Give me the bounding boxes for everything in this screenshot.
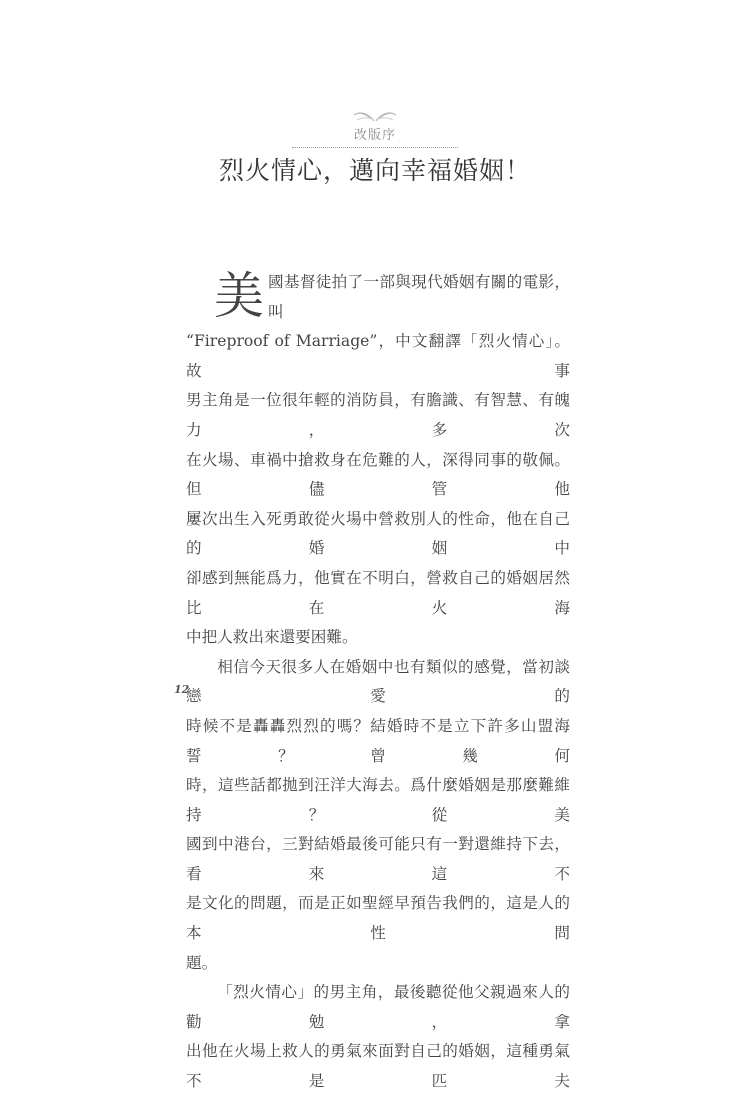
- body-line: 出他在火場上救人的勇氣來面對自己的婚姻，這種勇氣不是匹夫: [186, 1042, 570, 1091]
- body-line: 國基督徒拍了一部與現代婚姻有關的電影，叫: [268, 273, 570, 321]
- body-line: 時，這些話都拋到汪洋大海去。爲什麼婚姻是那麼難維持？從美: [186, 776, 570, 824]
- body-line: 在火場、車禍中搶救身在危難的人，深得同事的敬佩。但儘管他: [186, 450, 570, 499]
- body-line: 題。: [186, 953, 218, 972]
- drop-cap: 美: [214, 267, 264, 325]
- chapter-title: 烈火情心，邁向幸福婚姻！: [218, 156, 531, 185]
- flourish-ornament-icon: [352, 109, 398, 123]
- body-line: 國到中港台，三對結婚最後可能只有一對還維持下去，看來這不: [186, 835, 570, 883]
- body-line: “Fireproof of Marriage”，中文翻譯「烈火情心」。故事: [186, 332, 570, 380]
- body-line: 是文化的問題，而是正如聖經早預告我們的，這是人的本性問: [186, 894, 570, 943]
- body-line: 卻感到無能爲力，他實在不明白，營救自己的婚姻居然比在火海: [186, 568, 570, 617]
- body-line: 「烈火情心」的男主角，最後聽從他父親過來人的勸勉，拿: [186, 983, 570, 1031]
- dotted-divider: [292, 147, 458, 148]
- body-line: 中把人救出來還要困難。: [186, 628, 358, 647]
- body-line: 男主角是一位很年輕的消防員，有膽識、有智慧、有魄力，多次: [186, 391, 570, 439]
- body-line: 相信今天很多人在婚姻中也有類似的感覺，當初談戀愛的: [186, 657, 570, 706]
- body-text: [186, 268, 570, 1097]
- page-number: 12: [174, 683, 190, 696]
- section-label: 改版序: [353, 128, 396, 143]
- body-line: 時候不是轟轟烈烈的嗎？結婚時不是立下許多山盟海誓？曾幾何: [186, 716, 570, 765]
- body-line: 屢次出生入死勇敢從火場中營救別人的性命，他在自己的婚姻中: [186, 509, 570, 558]
